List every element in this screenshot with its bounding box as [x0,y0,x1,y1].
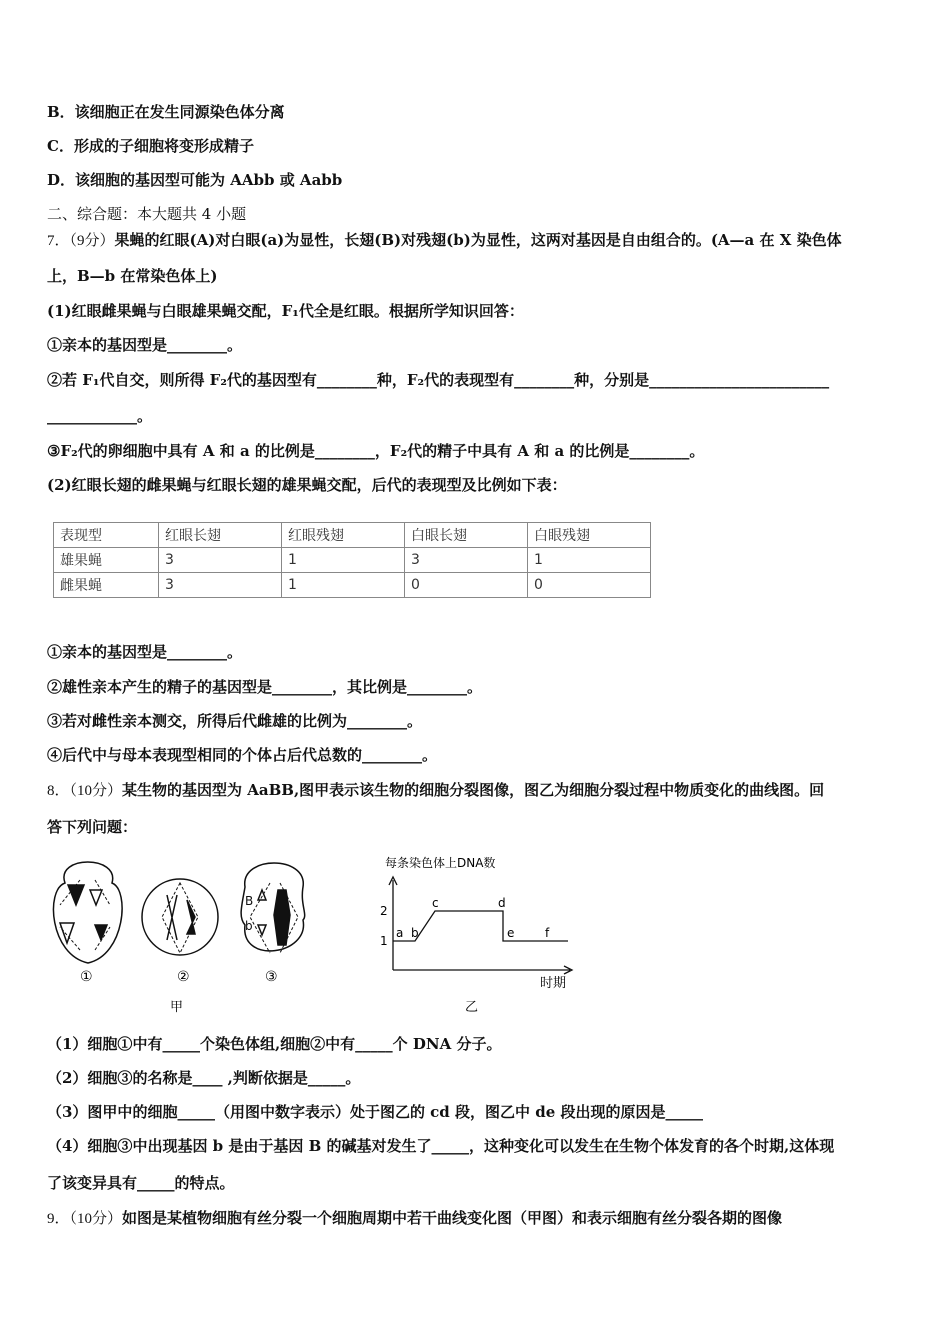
q8-part2: （2）细胞③的名称是____ ,判断依据是_____。 [47,1069,361,1087]
q7-part2: (2)红眼长翅的雌果蝇与红眼长翅的雄果蝇交配，后代的表现型及比例如下表： [47,476,567,494]
gene-label-b: b [245,919,253,933]
cell-3 [241,863,305,953]
q8-stem: 8．（10分）某生物的基因型为 AaBB,图甲表示该生物的细胞分裂图像，图乙为细胞分裂过程中物质变化的曲线图。回 [47,781,825,799]
phenotype-table [53,522,651,598]
point-f: f [545,926,550,940]
q7-part1-2: ②若 F₁代自交，则所得 F₂代的基因型有________种，F₂代的表现型有________种，分别是________________________ [47,371,830,389]
cell-division-figure [40,845,600,1025]
q9-stem: 9．（10分）如图是某植物细胞有丝分裂一个细胞周期中若干曲线变化图（甲图）和表示细胞有丝分裂各期的图像 [47,1209,783,1227]
q8-part4: （4）细胞③中出现基因 b 是由于基因 B 的碱基对发生了_____，这种变化可以发生在生物个体发育的各个时期,这体现 [47,1137,835,1155]
option-b: B．该细胞正在发生同源染色体分离 [47,103,285,121]
q7-part2-4: ④后代中与母本表现型相同的个体占后代总数的________。 [47,746,438,764]
point-e: e [507,926,515,940]
point-c: c [432,896,439,910]
y-tick-1: 1 [380,934,388,948]
point-d: d [498,896,506,910]
gene-label-B: B [245,894,254,908]
q8-part3: （3）图甲中的细胞_____（用图中数字表示）处于图乙的 cd 段，图乙中 de 段出现的原因是_____ [47,1103,703,1121]
q7-part2-1: ①亲本的基因型是________。 [47,643,243,661]
cell-1 [53,862,122,963]
point-b: b [411,926,419,940]
y-axis-label: 每条染色体上DNA数 [385,856,496,870]
q7-part2-2: ②雄性亲本产生的精子的基因型是________，其比例是________。 [47,678,483,696]
x-axis-label: 时期 [540,976,567,991]
q8-stem-cont: 答下列问题： [47,818,138,836]
caption-yi: 乙 [465,1000,479,1015]
cell-2 [142,879,218,955]
q7-part1: (1)红眼雌果蝇与白眼雄果蝇交配，F₁代全是红眼。根据所学知识回答： [47,302,524,320]
section-heading: 二、综合题：本大题共 4 小题 [47,205,247,223]
q7-part1-2-cont: ____________。 [47,407,153,425]
table-header-row: 表现型 红眼长翅 红眼残翅 白眼长翅 白眼残翅 [54,523,651,548]
q8-part1: （1）细胞①中有_____个染色体组,细胞②中有_____个 DNA 分子。 [47,1035,502,1053]
q7-part2-3: ③若对雌性亲本测交，所得后代雌雄的比例为________。 [47,712,423,730]
table-row: 雄果蝇 3 1 3 1 [54,548,651,573]
table-row: 雌果蝇 3 1 0 0 [54,573,651,598]
y-tick-2: 2 [380,904,388,918]
q9-number: 9．（10分） [47,1211,123,1227]
q7-part1-1: ①亲本的基因型是________。 [47,336,243,354]
q7-stem-cont: 上，B—b 在常染色体上) [47,267,218,285]
cell-2-label: ② [177,969,190,985]
q8-number: 8．（10分） [47,783,123,799]
point-a: a [396,926,404,940]
q7-stem: 7．（9分）果蝇的红眼(A)对白眼(a)为显性，长翅(B)对残翅(b)为显性，这两对基因是自由组合的。(A—a 在 X 染色体 [47,231,842,249]
caption-jia: 甲 [170,1000,184,1015]
option-d: D．该细胞的基因型可能为 AAbb 或 Aabb [47,171,343,189]
q8-part4-cont: 了该变异具有_____的特点。 [47,1174,235,1192]
cell-3-label: ③ [265,969,278,985]
q7-number: 7．（9分） [47,233,115,249]
cell-1-label: ① [80,969,93,985]
dna-curve [393,911,568,941]
option-c: C．形成的子细胞将变形成精子 [47,137,254,155]
q7-part1-3: ③F₂代的卵细胞中具有 A 和 a 的比例是________，F₂代的精子中具有 A 和 a 的比例是________。 [47,442,705,460]
